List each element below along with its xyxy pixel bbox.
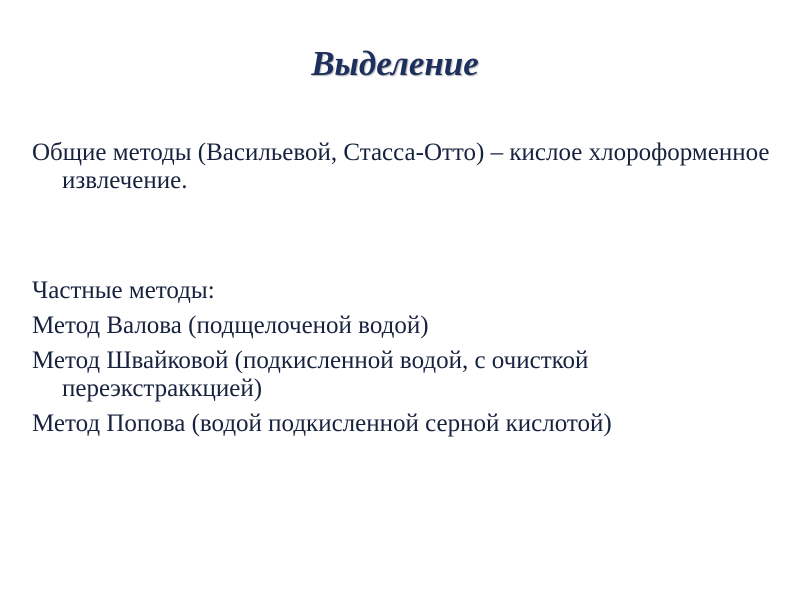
slide-body [32, 139, 772, 438]
method-item-shvaykova: Метод Швайковой (подкисленной водой, с очисткой переэкстраккцией) [32, 347, 589, 402]
method-item-popov: Метод Попова (водой подкисленной серной кислотой) [32, 410, 612, 437]
method-item-valov: Метод Валова (подщелоченой водой) [32, 312, 429, 339]
particular-methods-heading: Частные методы: [32, 277, 215, 304]
general-methods-text: Общие методы (Васильевой, Стасса-Отто) – кислое хлороформенное извлечение. [32, 139, 770, 194]
slide-title: Выделение [311, 44, 479, 83]
paragraph-spacer [32, 195, 772, 277]
